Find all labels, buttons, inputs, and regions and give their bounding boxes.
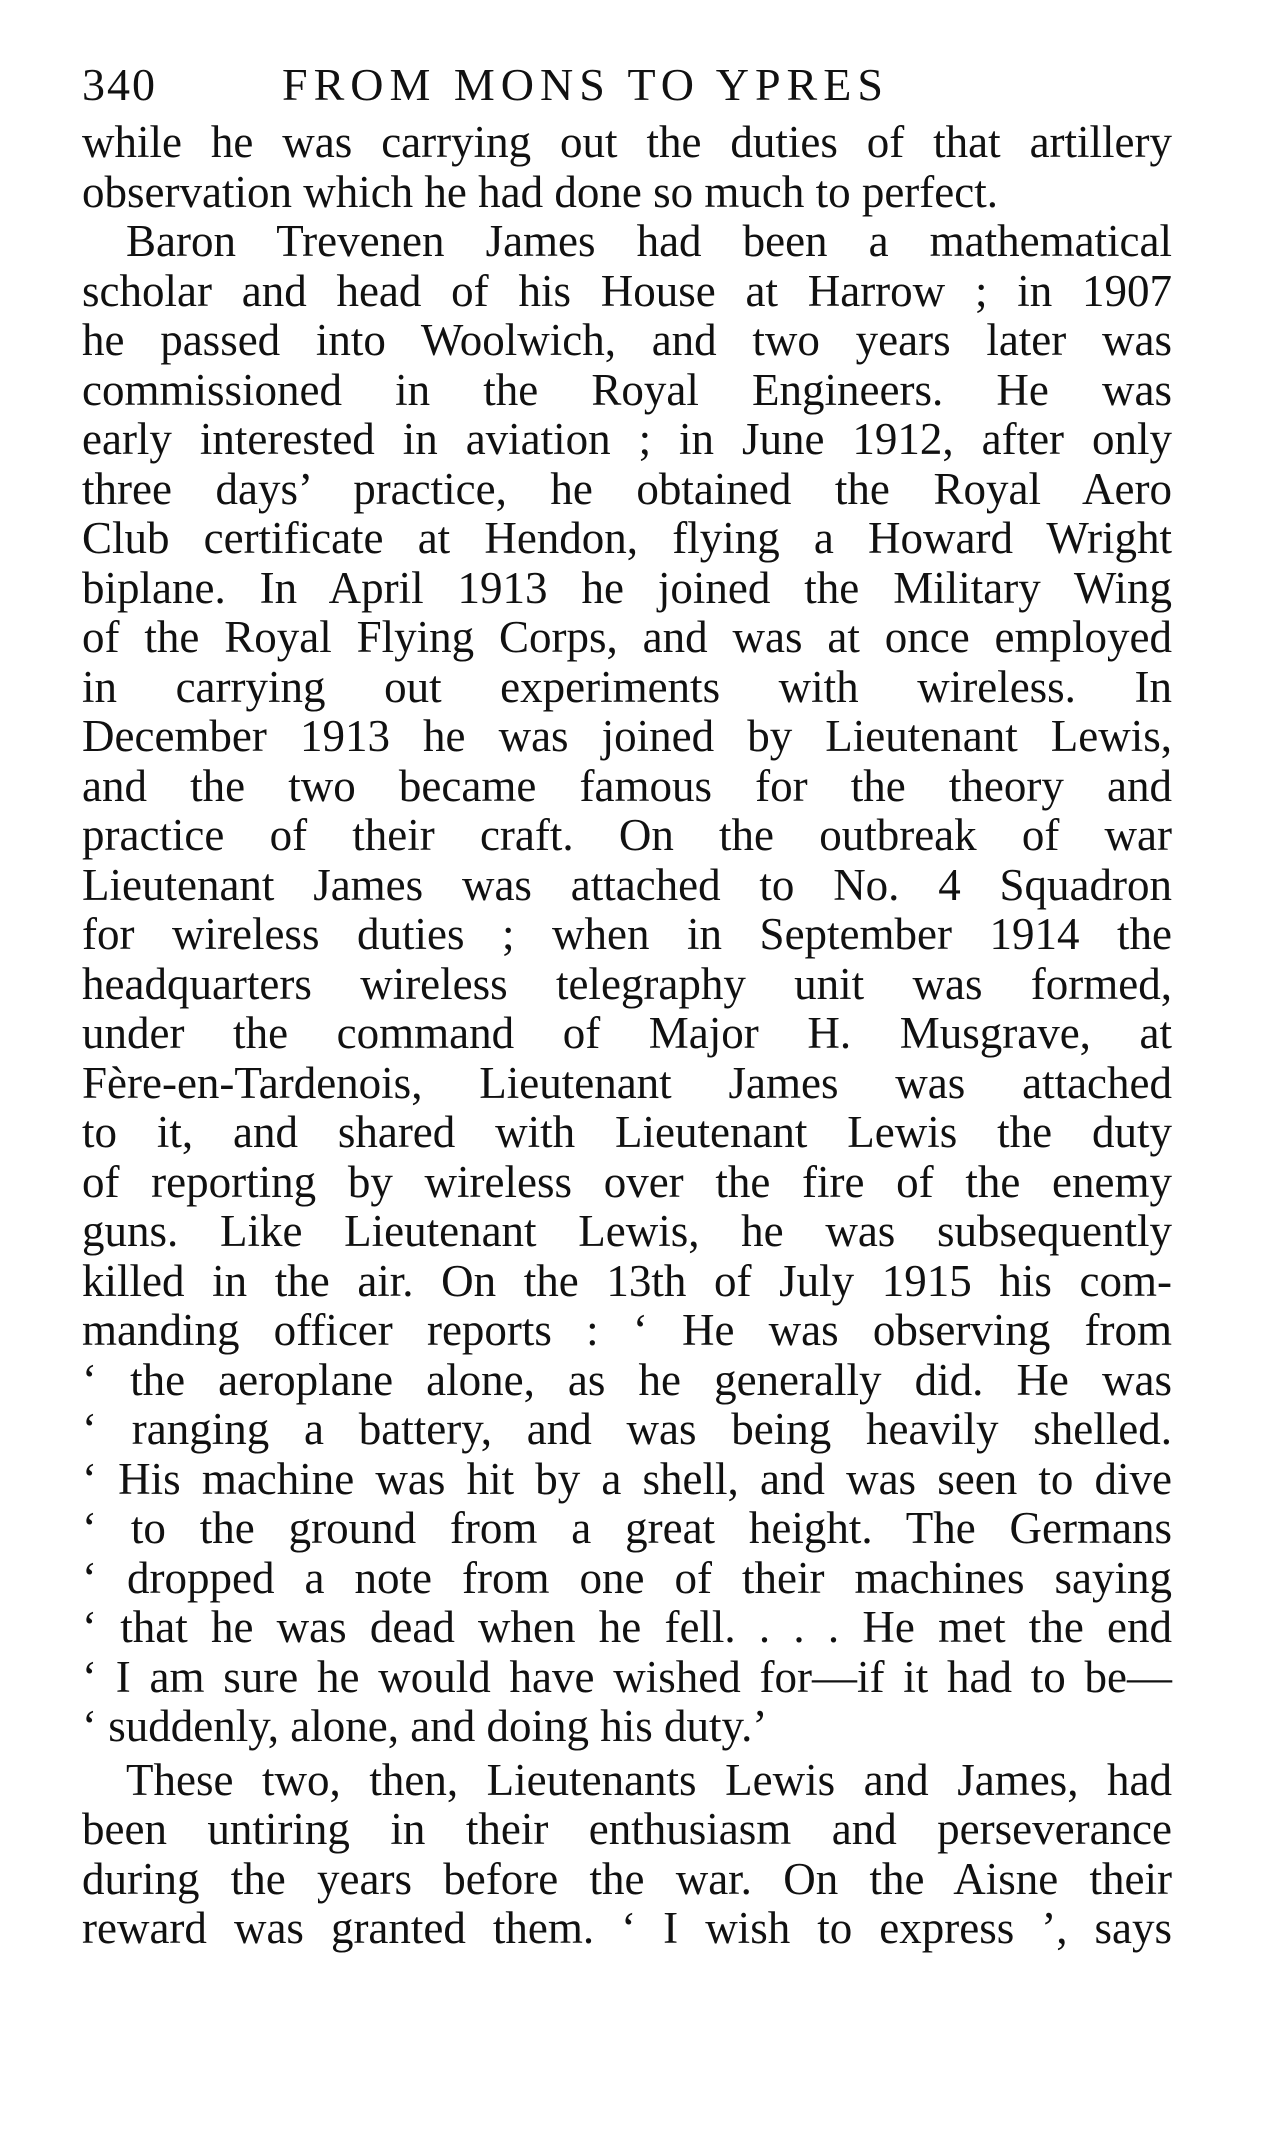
text-line: biplane. In April 1913 he joined the Military Wing — [82, 562, 1172, 613]
text-line: under the command of Major H. Musgrave, at — [82, 1008, 1172, 1058]
text-line: manding officer reports : ‘ He was observing from — [82, 1305, 1172, 1355]
text-line: during the years before the war. On the Aisne their — [82, 1853, 1172, 1904]
text-line: of reporting by wireless over the fire of the enemy — [82, 1156, 1172, 1207]
text-line: Fère-en-Tardenois, Lieutenant James was attached — [82, 1057, 1172, 1108]
text-line: ‘ suddenly, alone, and doing his duty.’ — [82, 1701, 768, 1751]
text-line: while he was carrying out the duties of that artillery — [82, 117, 1172, 167]
text-line: been untiring in their enthusiasm and perseverance — [82, 1804, 1172, 1854]
page-number: 340 — [82, 59, 157, 110]
text-line: scholar and head of his House at Harrow ; in 1907 — [82, 265, 1172, 316]
text-line: of the Royal Flying Corps, and was at once employed — [82, 612, 1172, 662]
text-line: reward was granted them. ‘ I wish to express ’, says — [82, 1903, 1172, 1953]
text-line: ‘ I am sure he would have wished for—if it had to be— — [82, 1651, 1172, 1702]
running-head — [82, 58, 1172, 118]
paragraph-james — [82, 217, 1172, 1752]
text-line: he passed into Woolwich, and two years later was — [82, 315, 1172, 365]
text-line: early interested in aviation ; in June 1912, after only — [82, 414, 1172, 464]
book-page — [82, 58, 1172, 1954]
text-line: in carrying out experiments with wireless. In — [82, 661, 1172, 712]
text-line: Baron Trevenen James had been a mathematical — [126, 216, 1172, 266]
paragraph-these-two — [82, 1756, 1172, 1954]
text-line: headquarters wireless telegraphy unit was formed, — [82, 958, 1172, 1009]
text-line: three days’ practice, he obtained the Royal Aero — [82, 463, 1172, 514]
text-line: Lieutenant James was attached to No. 4 Squadron — [82, 859, 1172, 910]
text-line: ‘ the aeroplane alone, as he generally did. He was — [82, 1354, 1172, 1405]
text-line: ‘ to the ground from a great height. The Germans — [82, 1503, 1172, 1553]
text-line: Club certificate at Hendon, flying a Howard Wright — [82, 513, 1172, 563]
text-line: December 1913 he was joined by Lieutenant Lewis, — [82, 711, 1172, 761]
text-line: These two, then, Lieutenants Lewis and James, had — [126, 1754, 1172, 1805]
text-line: ‘ dropped a note from one of their machines saying — [82, 1552, 1172, 1603]
text-line: ‘ His machine was hit by a shell, and was seen to dive — [82, 1453, 1172, 1504]
text-line: guns. Like Lieutenant Lewis, he was subsequently — [82, 1206, 1172, 1256]
text-line: killed in the air. On the 13th of July 1915 his com- — [82, 1255, 1172, 1306]
text-line: practice of their craft. On the outbreak of war — [82, 810, 1172, 860]
text-line: commissioned in the Royal Engineers. He was — [82, 364, 1172, 415]
book-title: FROM MONS TO YPRES — [282, 59, 889, 110]
text-line: to it, and shared with Lieutenant Lewis the duty — [82, 1107, 1172, 1157]
text-line: observation which he had done so much to perfect. — [82, 166, 998, 217]
paragraph-continued — [82, 118, 1172, 217]
text-line: and the two became famous for the theory and — [82, 760, 1172, 811]
text-line: ‘ ranging a battery, and was being heavily shelled. — [82, 1404, 1172, 1454]
text-line: for wireless duties ; when in September 1914 the — [82, 909, 1172, 959]
text-line: ‘ that he was dead when he fell. . . . He met the end — [82, 1602, 1172, 1652]
